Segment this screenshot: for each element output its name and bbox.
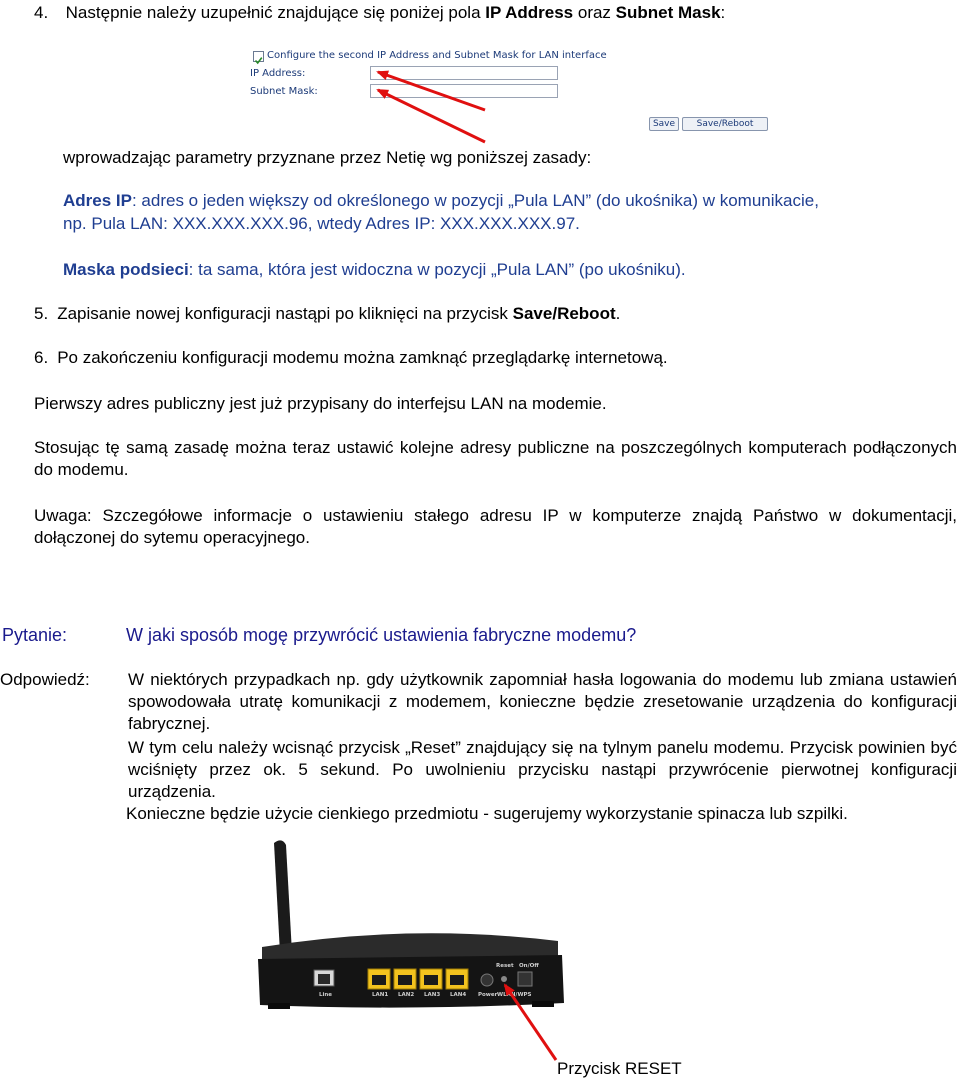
- arrow-to-mask-field-icon: [378, 90, 485, 142]
- first-address-paragraph: Pierwszy adres publiczny jest już przypisany do interfejsu LAN na modemie.: [34, 394, 607, 413]
- port-label-lan2: LAN2: [398, 992, 415, 998]
- adres-ip-label: Adres IP: [63, 191, 132, 210]
- port-label-lan1: LAN1: [372, 992, 389, 998]
- router-config-screenshot: [250, 50, 773, 135]
- maska-text: : ta sama, która jest widoczna w pozycji „Pula LAN” (po ukośniku).: [188, 260, 686, 279]
- port-label-wlan-wps: WLAN/WPS: [497, 992, 532, 998]
- step5-text: Zapisanie nowej konfiguracji nastąpi po kliknięci na przycisk: [57, 304, 513, 323]
- port-label-lan3: LAN3: [424, 992, 441, 998]
- step4-mid: oraz: [573, 3, 616, 22]
- adres-ip-line1: [63, 190, 819, 212]
- reset-arrow: [480, 960, 570, 1070]
- antenna-icon: [274, 840, 292, 953]
- checkmark-icon: [254, 56, 263, 65]
- arrow-to-reset-icon: [505, 985, 556, 1060]
- port-label-reset: Reset: [496, 963, 514, 969]
- adres-ip-text: : adres o jeden większy od określonego w pozycji „Pula LAN” (do ukośnika) w komunikacie,: [131, 191, 819, 210]
- port-label-power: Power: [478, 992, 498, 998]
- step5: [34, 303, 620, 325]
- step6-number: 6.: [34, 348, 49, 367]
- step5-save-reboot: Save/Reboot: [512, 304, 616, 323]
- second-ip-checkbox-label: Configure the second IP Address and Subnet Mask for LAN interface: [267, 50, 607, 61]
- uwaga-paragraph: Uwaga: Szczegółowe informacje o ustawieniu stałego adresu IP w komputerze znajdą Państwo w dokumentacji, dołączonej do sytemu operacyjnego.: [34, 506, 957, 547]
- maska-line: [63, 259, 686, 281]
- step5-number: 5.: [34, 304, 49, 323]
- save-reboot-button[interactable]: Save/Reboot: [682, 117, 768, 131]
- port-label-on-off: On/Off: [519, 963, 539, 969]
- answer-paragraph-1: W niektórych przypadkach np. gdy użytkownik zapomniał hasła logowania do modemu lub zmiana ustawień spowodowała utratę komunikacji z modemem, konieczne będzie zresetowanie urządzenia do konfiguracji fabrycznej.: [128, 670, 957, 733]
- step6-text: Po zakończeniu konfiguracji modemu można zamknąć przeglądarkę internetową.: [57, 348, 668, 367]
- port-label-line: Line: [319, 992, 333, 998]
- maska-label: Maska podsieci: [63, 260, 189, 279]
- stosujac-paragraph: Stosując tę samą zasadę można teraz ustawić kolejne adresy publiczne na poszczególnych komputerach podłączonych do modemu.: [34, 438, 957, 479]
- intro-text: wprowadzając parametry przyznane przez Netię wg poniższej zasady:: [63, 148, 592, 167]
- subnet-mask-label: Subnet Mask:: [250, 86, 318, 97]
- step4-suffix: :: [720, 3, 726, 22]
- port-label-lan4: LAN4: [450, 992, 467, 998]
- arrow-to-ip-field-icon: [378, 72, 485, 110]
- ip-address-label: IP Address:: [250, 68, 306, 79]
- subnet-mask-bold: Subnet Mask: [615, 3, 721, 22]
- question-text: W jaki sposób mogę przywrócić ustawienia fabryczne modemu?: [126, 625, 637, 645]
- step4-text: Następnie należy uzupełnić znajdujące się poniżej pola: [65, 3, 486, 22]
- answer-paragraph-3: Konieczne będzie użycie cienkiego przedmiotu - sugerujemy wykorzystanie spinacza lub szpilki.: [126, 804, 848, 823]
- second-ip-checkbox[interactable]: [253, 51, 264, 62]
- step6: [34, 347, 668, 369]
- save-button[interactable]: Save: [649, 117, 679, 131]
- step4-heading: [34, 2, 725, 24]
- ip-address-bold: IP Address: [485, 3, 574, 22]
- question-label: Pytanie:: [2, 625, 68, 645]
- answer-label: Odpowiedź:: [0, 670, 90, 689]
- answer-paragraph-2: W tym celu należy wcisnąć przycisk „Reset” znajdujący się na tylnym panelu modemu. Przycisk powinien być wciśnięty przez ok. 5 sekund. Po uwolnieniu przycisku nastąpi przywrócenie pierwotnej konfiguracji urządzenia.: [128, 738, 957, 801]
- adres-ip-line2: np. Pula LAN: XXX.XXX.XXX.96, wtedy Adres IP: XXX.XXX.XXX.97.: [63, 214, 580, 233]
- step5-end: .: [615, 304, 621, 323]
- step4-number: 4.: [34, 3, 49, 22]
- red-arrows: [360, 60, 500, 150]
- reset-caption: Przycisk RESET: [557, 1059, 682, 1078]
